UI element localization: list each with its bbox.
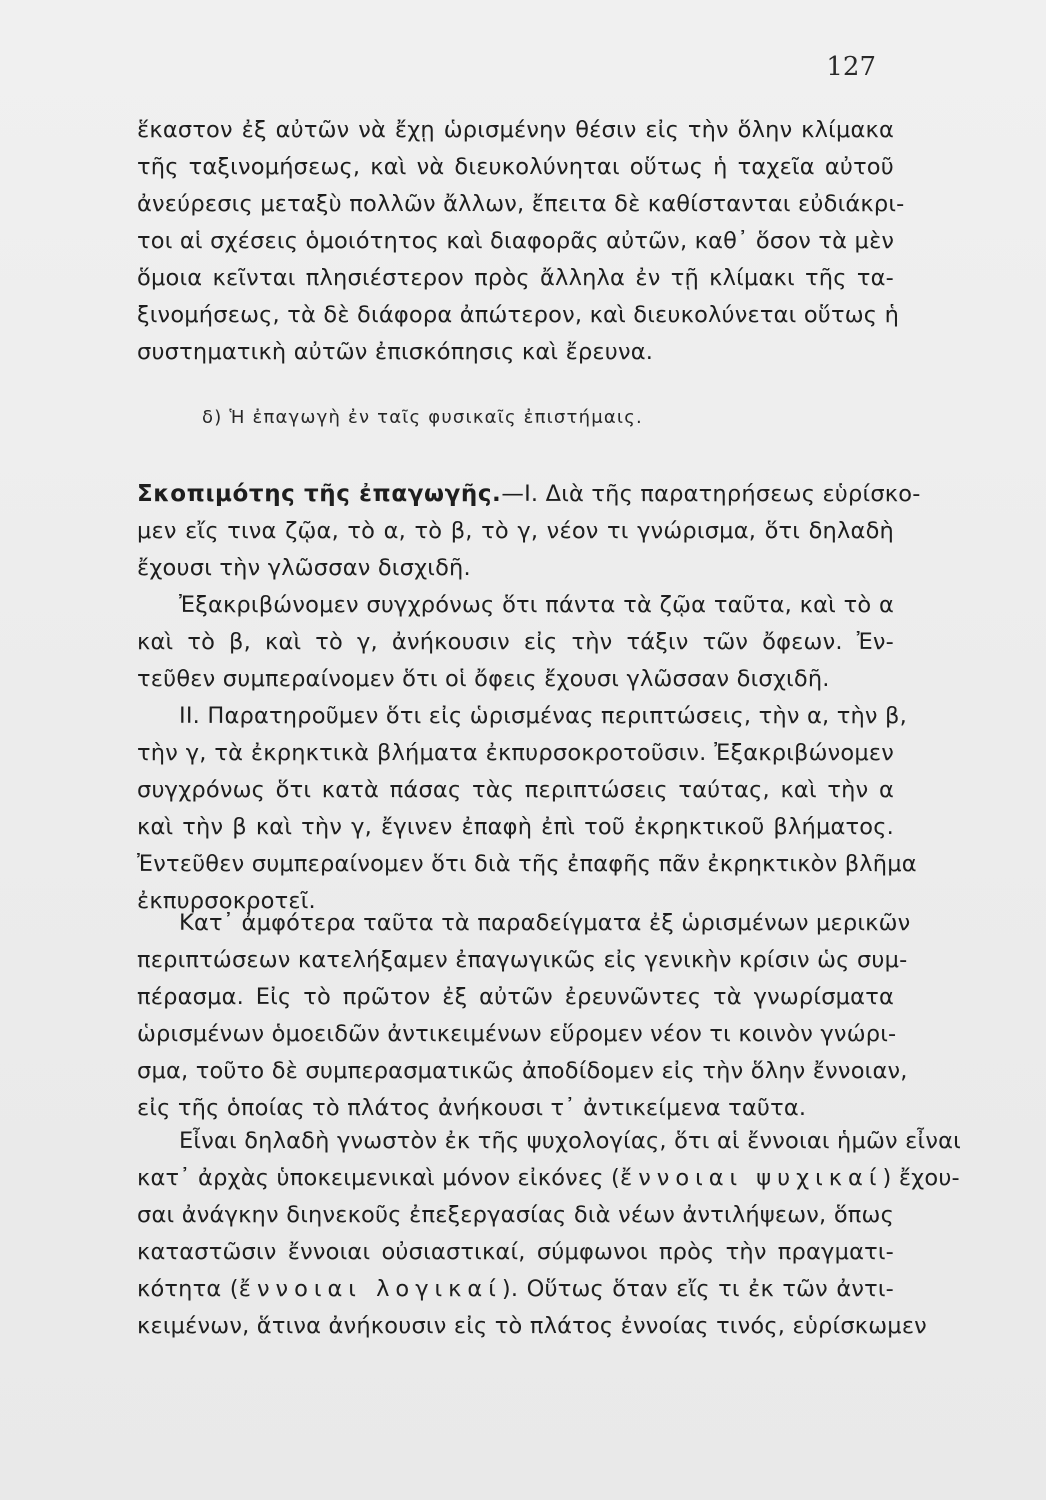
text-fragment: κατ᾽ ἀρχὰς ὑποκειμενικαὶ μόνον εἰκόνες ( xyxy=(137,1165,621,1191)
paragraph-1 xyxy=(137,112,905,371)
subsection-title: Σκοπιμότης τῆς ἐπαγωγῆς. xyxy=(137,481,502,507)
section-heading: δ) Ἡ ἐπαγωγὴ ἐν ταῖς φυσικαῖς ἐπιστήμαις. xyxy=(202,407,643,428)
text-line: μεν εἴς τινα ζῷα, τὸ α, τὸ β, τὸ γ, νέον τι γνώρισμα, ὅτι δηλαδὴ xyxy=(137,518,894,544)
spaced-term: ἔννοιαι ψυχικαί xyxy=(620,1165,883,1191)
text-line: σαι ἀνάγκην διηνεκοῦς ἐπεξεργασίας διὰ νέων ἀντιλήψεων, ὅπως xyxy=(137,1202,894,1228)
text-line: Εἶναι δηλαδὴ γνωστὸν ἐκ τῆς ψυχολογίας, ὅτι αἱ ἔννοιαι ἡμῶν εἶναι xyxy=(179,1128,961,1154)
text-line: ἔχουσι τὴν γλῶσσαν δισχιδῆ. xyxy=(137,555,471,581)
text-line xyxy=(137,1271,894,1308)
text-line: ἕκαστον ἐξ αὐτῶν νὰ ἔχῃ ὡρισμένην θέσιν εἰς τὴν ὅλην κλίμακα xyxy=(137,117,894,143)
text-line xyxy=(137,1160,960,1197)
spaced-term: ἔννοιαι λογικαί xyxy=(238,1276,502,1302)
text-line: τῆς ταξινομήσεως, καὶ νὰ διευκολύνηται οὕτως ἡ ταχεῖα αὐτοῦ xyxy=(137,154,894,180)
subsection-line xyxy=(137,476,921,513)
text-fragment: ) ἔχου- xyxy=(882,1165,960,1191)
text-line: τὴν γ, τὰ ἐκρηκτικὰ βλήματα ἐκπυρσοκροτοῦσιν. Ἐξακριβώνομεν xyxy=(137,740,894,766)
paragraph-5 xyxy=(137,905,911,1127)
page-number: 127 xyxy=(826,52,876,82)
text-line: εἰς τῆς ὁποίας τὸ πλάτος ἀνήκουσι τ᾽ ἀντικείμενα ταῦτα. xyxy=(137,1095,807,1121)
text-line: συγχρόνως ὅτι κατὰ πάσας τὰς περιπτώσεις ταύτας, καὶ τὴν α xyxy=(137,777,894,803)
text-line: ὡρισμένων ὁμοειδῶν ἀντικειμένων εὕρομεν νέον τι κοινὸν γνώρι- xyxy=(137,1021,897,1047)
text-line: ἀνεύρεσις μεταξὺ πολλῶν ἄλλων, ἔπειτα δὲ καθίστανται εὐδιάκρι- xyxy=(137,191,905,217)
text-line: ὅμοια κεῖνται πλησιέστερον πρὸς ἄλληλα ἐν τῇ κλίμακι τῆς τα- xyxy=(137,265,894,291)
paragraph-4 xyxy=(137,698,917,920)
text-line: σμα, τοῦτο δὲ συμπερασματικῶς ἀποδίδομεν εἰς τὴν ὅλην ἔννοιαν, xyxy=(137,1058,908,1084)
text-line: Κατ᾽ ἀμφότερα ταῦτα τὰ παραδείγματα ἐξ ὡρισμένων μερικῶν xyxy=(179,910,911,936)
paragraph-3 xyxy=(137,587,894,698)
text-line: καὶ τὸ β, καὶ τὸ γ, ἀνήκουσιν εἰς τὴν τάξιν τῶν ὄφεων. Ἐν- xyxy=(137,629,894,655)
text-line: περιπτώσεων κατελήξαμεν ἐπαγωγικῶς εἰς γενικὴν κρίσιν ὡς συμ- xyxy=(137,947,908,973)
text-fragment: κότητα ( xyxy=(137,1276,239,1302)
text-fragment: ). Οὕτως ὅταν εἴς τι ἐκ τῶν ἀντι- xyxy=(501,1276,894,1302)
text-line: τοι αἱ σχέσεις ὁμοιότητος καὶ διαφορᾶς αὐτῶν, καθ᾽ ὅσον τὰ μὲν xyxy=(137,228,895,254)
text-line: ΙΙ. Παρατηροῦμεν ὅτι εἰς ὡρισμένας περιπτώσεις, τὴν α, τὴν β, xyxy=(179,703,907,729)
text-line: καὶ τὴν β καὶ τὴν γ, ἔγινεν ἐπαφὴ ἐπὶ τοῦ ἐκρηκτικοῦ βλήματος. xyxy=(137,814,894,840)
text-line: ξινομήσεως, τὰ δὲ διάφορα ἀπώτερον, καὶ διευκολύνεται οὕτως ἡ xyxy=(137,302,900,328)
text-line: Ἐντεῦθεν συμπεραίνομεν ὅτι διὰ τῆς ἐπαφῆς πᾶν ἐκρηκτικὸν βλῆμα xyxy=(137,851,917,877)
text-line: τεῦθεν συμπεραίνομεν ὅτι οἱ ὄφεις ἔχουσι γλῶσσαν δισχιδῆ. xyxy=(137,666,830,692)
text-line: συστηματικὴ αὐτῶν ἐπισκόπησις καὶ ἔρευνα. xyxy=(137,339,654,365)
paragraph-2 xyxy=(137,476,921,587)
paragraph-6 xyxy=(137,1123,961,1345)
text-line: καταστῶσιν ἔννοιαι οὐσιαστικαί, σύμφωνοι πρὸς τὴν πραγματι- xyxy=(137,1239,894,1265)
subsection-text: —Ι. Διὰ τῆς παρατηρήσεως εὑρίσκο- xyxy=(501,481,921,507)
text-line: κειμένων, ἅτινα ἀνήκουσιν εἰς τὸ πλάτος ἐννοίας τινός, εὑρίσκωμεν xyxy=(137,1313,927,1339)
text-line: πέρασμα. Εἰς τὸ πρῶτον ἐξ αὐτῶν ἐρευνῶντες τὰ γνωρίσματα xyxy=(137,984,894,1010)
text-line: ἐκπυρσοκροτεῖ. xyxy=(137,888,316,914)
text-line: Ἐξακριβώνομεν συγχρόνως ὅτι πάντα τὰ ζῷα ταῦτα, καὶ τὸ α xyxy=(179,592,894,618)
